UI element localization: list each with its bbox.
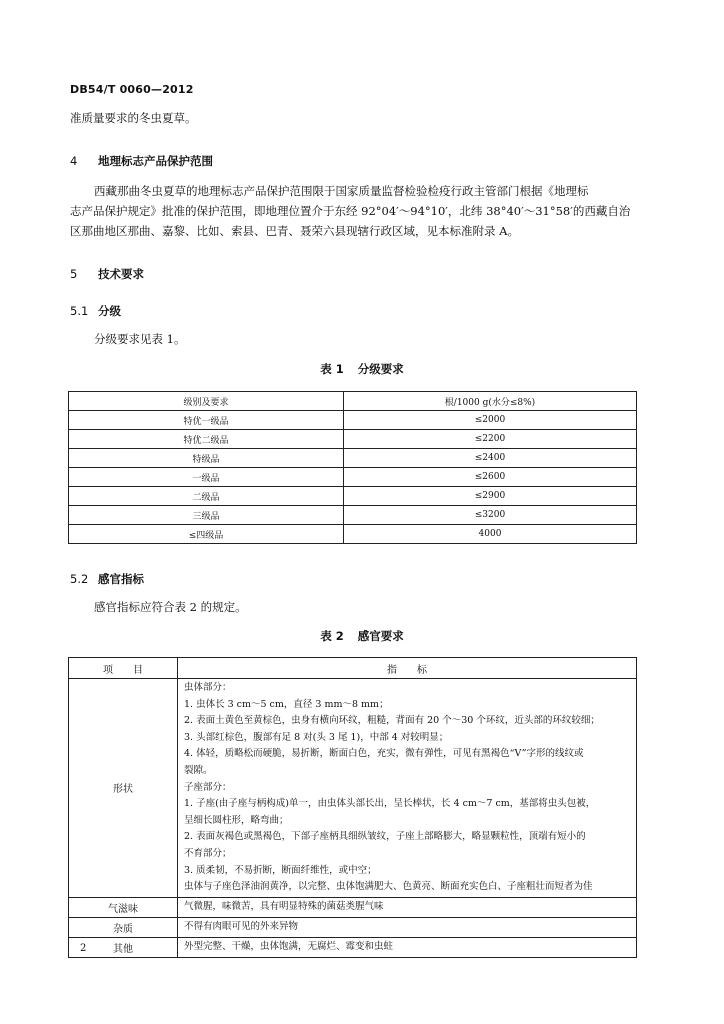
section-number: 5	[70, 267, 78, 281]
table-cell: ≤3200	[344, 506, 637, 525]
section-number: 5.1	[70, 304, 89, 318]
table-row	[69, 937, 637, 957]
caption-number: 表 2	[320, 629, 344, 643]
description-line: 4. 体轻，质略松而硬脆，易折断，断面白色，充实，微有弹性，可见有黑褐色“V”字形的线纹或	[184, 748, 584, 760]
section-5-1-text: 分级要求见表 1。	[94, 332, 186, 346]
table-cell: 特优二级品	[69, 430, 344, 449]
description-line: 2. 表面灰褐色或黑褐色，下部子座柄具细纵皱纹，子座上部略膨大，略显颗粒性，顶端有短小的	[184, 831, 586, 843]
grading-table	[68, 391, 637, 544]
table-cell: 不得有肉眼可见的外来异物	[178, 917, 637, 937]
table-header-row	[69, 658, 637, 679]
table-cell: 气滋味	[69, 897, 178, 917]
section-number: 4	[70, 154, 78, 168]
description-line: 虫体与子座色泽油润黄净，以完整、虫体饱满肥大、色黄亮、断面充实色白、子座粗壮而短者为佳	[184, 881, 593, 893]
description-line: 裂隙。	[184, 764, 213, 776]
table-cell: ≤2900	[344, 487, 637, 506]
description-line: 3. 头部红棕色，腹部有足 8 对(头 3 尾 1)，中部 4 对较明显；	[184, 731, 449, 743]
intro-text: 准质量要求的冬虫夏草。	[70, 111, 197, 125]
table-cell: 特级品	[69, 449, 344, 468]
table-row	[69, 468, 637, 487]
table-row	[69, 430, 637, 449]
section-5-1-heading	[70, 303, 121, 319]
section-number: 5.2	[70, 572, 89, 586]
table-cell: ≤2400	[344, 449, 637, 468]
table-header-cell: 指 标	[178, 658, 637, 679]
table-header-row	[69, 392, 637, 411]
table-cell: 三级品	[69, 506, 344, 525]
table-cell: 二级品	[69, 487, 344, 506]
table-row	[69, 679, 637, 898]
page-number: 2	[80, 943, 87, 954]
section-4-body	[70, 181, 650, 241]
table-cell: 其他	[69, 937, 178, 957]
caption-number: 表 1	[320, 362, 344, 376]
table-cell: 一级品	[69, 468, 344, 487]
table-row	[69, 525, 637, 544]
table-cell: ≤2600	[344, 468, 637, 487]
description-line: 虫体部分：	[184, 682, 232, 693]
table-1-caption	[0, 361, 724, 377]
section-title: 分级	[98, 304, 121, 318]
paragraph-line: 区那曲地区那曲、嘉黎、比如、索县、巴青、聂荣六县现辖行政区域，见本标准附录 A。	[70, 224, 519, 238]
table-row	[69, 897, 637, 917]
table-cell: 4000	[344, 525, 637, 544]
description-line: 2. 表面土黄色至黄棕色，虫身有横向环纹，粗糙，背面有 20 个～30 个环纹，近头部的环纹较细；	[184, 715, 600, 727]
table-cell: 外型完整、干燥，虫体饱满，无腐烂、霉变和虫蛀	[178, 937, 637, 957]
table-cell: 形状	[69, 679, 178, 898]
description-line: 不育部分；	[184, 847, 232, 859]
caption-title: 分级要求	[357, 362, 404, 376]
description-line: 呈细长圆柱形，略弯曲；	[184, 814, 289, 826]
table-row	[69, 411, 637, 430]
section-5-2-text: 感官指标应符合表 2 的规定。	[94, 600, 247, 614]
table-row	[69, 449, 637, 468]
description-line: 3. 质柔韧，不易折断，断面纤维性，或中空；	[184, 864, 377, 876]
section-title: 地理标志产品保护范围	[98, 154, 213, 168]
paragraph-line: 志产品保护规定》批准的保护范围，即地理位置介于东经 92°04′～94°10′，北纬 38°40′～31°58′的西藏自治	[70, 204, 631, 218]
section-4-heading	[70, 153, 213, 169]
table-cell: 特优一级品	[69, 411, 344, 430]
table-row	[69, 506, 637, 525]
table-2-caption	[0, 628, 724, 644]
caption-title: 感官要求	[357, 629, 404, 643]
description-line: 1. 虫体长 3 cm～5 cm，直径 3 mm～8 mm；	[184, 698, 389, 710]
table-row	[69, 487, 637, 506]
section-5-heading	[70, 266, 144, 282]
sensory-table	[68, 657, 637, 958]
table-header-cell: 级别及要求	[69, 392, 344, 411]
description-line: 子座部分：	[184, 781, 232, 793]
table-row	[69, 917, 637, 937]
description-line: 1. 子座(由子座与柄构成)单一，由虫体头部长出，呈长棒状，长 4 cm～7 cm，基部将虫头包被，	[184, 798, 596, 810]
table-cell: ≤2000	[344, 411, 637, 430]
section-5-2-heading	[70, 571, 144, 587]
section-title: 技术要求	[98, 267, 144, 281]
paragraph-line: 西藏那曲冬虫夏草的地理标志产品保护范围限于国家质量监督检验检疫行政主管部门根据《地理标	[94, 184, 589, 198]
table-header-cell: 项 目	[69, 658, 178, 679]
table-header-cell: 根/1000 g(水分≤8%)	[344, 392, 637, 411]
standard-number: DB54/T 0060—2012	[70, 83, 194, 96]
section-title: 感官指标	[98, 572, 144, 586]
table-cell: 杂质	[69, 917, 178, 937]
table-cell: ≤2200	[344, 430, 637, 449]
table-cell: 气微腥，味微苦，具有明显特殊的菌菇类腥气味	[178, 897, 637, 917]
shape-description	[178, 679, 637, 898]
table-cell: ≤四级品	[69, 525, 344, 544]
